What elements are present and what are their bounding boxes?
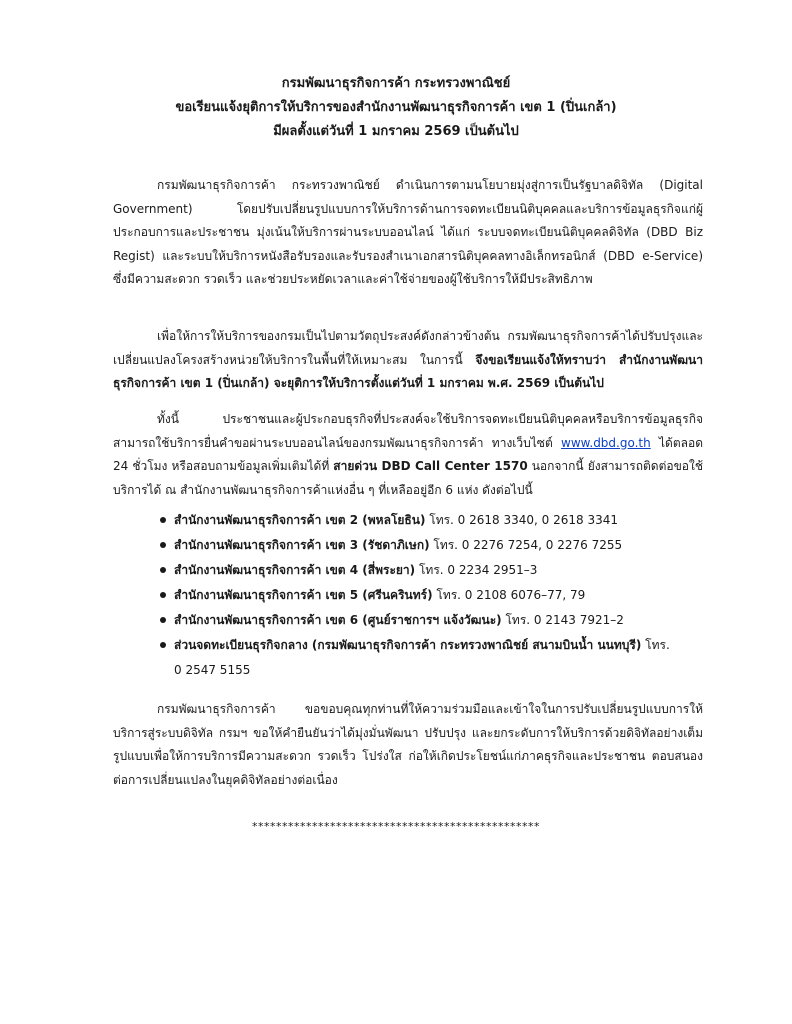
- header-subject: ขอเรียนแจ้งยุติการให้บริการของสำนักงานพัฒนาธุรกิจการค้า เขต 1 (ปิ่นเกล้า): [175, 100, 617, 115]
- announcement-header: [0, 72, 792, 144]
- header-department: กรมพัฒนาธุรกิจการค้า กระทรวงพาณิชย์: [281, 76, 511, 91]
- office-phone: โทร. 0 2143 7921–2: [501, 613, 624, 627]
- list-item: [160, 533, 680, 558]
- office-name: สำนักงานพัฒนาธุรกิจการค้า เขต 5 (ศรีนครินทร์): [174, 588, 433, 602]
- office-phone: โทร. 0 2618 3340, 0 2618 3341: [425, 513, 618, 527]
- list-item: [160, 508, 680, 533]
- office-name: สำนักงานพัฒนาธุรกิจการค้า เขต 3 (รัชดาภิเษก): [174, 538, 430, 552]
- paragraph-text: ทั้งนี้ ประชาชนและผู้ประกอบธุรกิจที่ประสงค์จะใช้บริการจดทะเบียนนิติบุคคลหรือบริการข้อมูลธุรกิจ สามารถใช้บริการยื่นคำขอผ่านระบบออนไลน์ของกรมพัฒนาธุรกิจการค้า ทางเว็บไซต์: [113, 412, 703, 450]
- closing-separator: ************************************************: [252, 820, 540, 833]
- paragraph-thanks: [113, 698, 703, 792]
- paragraph-text: ได้ตลอด 24 ชั่วโมง หรือสอบถามข้อมูลเพิ่มเติมได้ที่: [113, 435, 703, 473]
- office-name: สำนักงานพัฒนาธุรกิจการค้า เขต 2 (พหลโยธิน): [174, 513, 426, 527]
- list-item: [160, 558, 680, 583]
- paragraph-text: เพื่อให้การให้บริการของกรมเป็นไปตามวัตถุประสงค์ดังกล่าวข้างต้น กรมพัฒนาธุรกิจการค้าได้ปรับปรุงและเปลี่ยนแปลงโครงสร้างหน่วยให้บริการในพื้นที่ให้เหมาะสม ในการนี้: [113, 329, 703, 367]
- office-name: ส่วนจดทะเบียนธุรกิจกลาง (กรมพัฒนาธุรกิจการค้า กระทรวงพาณิชย์ สนามบินน้ำ นนทบุรี): [174, 638, 642, 652]
- bullet-icon: [160, 592, 166, 598]
- office-phone: โทร. 0 2547 5155: [174, 638, 670, 677]
- list-item: [160, 608, 680, 633]
- office-phone: โทร. 0 2108 6076–77, 79: [432, 588, 586, 602]
- list-item: [160, 633, 680, 683]
- call-center-hotline: สายด่วน DBD Call Center 1570: [333, 459, 528, 473]
- bullet-icon: [160, 617, 166, 623]
- list-item: [160, 583, 680, 608]
- office-phone: โทร. 0 2234 2951–3: [415, 563, 538, 577]
- office-name: สำนักงานพัฒนาธุรกิจการค้า เขต 6 (ศูนย์ราชการฯ แจ้งวัฒนะ): [174, 613, 502, 627]
- office-name: สำนักงานพัฒนาธุรกิจการค้า เขต 4 (สี่พระยา): [174, 563, 416, 577]
- paragraph-digital-government: [113, 174, 703, 292]
- paragraph-text: กรมพัฒนาธุรกิจการค้า ขอขอบคุณทุกท่านที่ให้ความร่วมมือและเข้าใจในการปรับเปลี่ยนรูปแบบการให้บริการสู่ระบบดิจิทัล กรมฯ ขอให้คำยืนยันว่าได้มุ่งมั่นพัฒนา ปรับปรุง และยกระดับการให้บริการด้วยดิจิทัลอย่างเต็มรูปแบบเพื่อให้การบริการมีความสะดวก รวดเร็ว โปร่งใส ก่อให้เกิดประโยชน์แก่ภาคธุรกิจและประชาชน ตอบสนองต่อการเปลี่ยนแปลงในยุคดิจิทัลอย่างต่อเนื่อง: [113, 702, 703, 787]
- dbd-website-link[interactable]: www.dbd.go.th: [561, 435, 651, 450]
- termination-notice: จึงขอเรียนแจ้งให้ทราบว่า สำนักงานพัฒนาธุรกิจการค้า เขต 1 (ปิ่นเกล้า) จะยุติการให้บริการตั้งแต่วันที่ 1 มกราคม พ.ศ. 2569 เป็นต้นไป: [113, 352, 703, 390]
- paragraph-online-services: [113, 408, 703, 502]
- office-phone: โทร. 0 2276 7254, 0 2276 7255: [429, 538, 623, 552]
- bullet-icon: [160, 542, 166, 548]
- paragraph-text: นอกจากนี้ ยังสามารถติดต่อขอใช้บริการได้ ณ สำนักงานพัฒนาธุรกิจการค้าแห่งอื่น ๆ ที่เหลืออยู่อีก 6 แห่ง ดังต่อไปนี้: [113, 459, 704, 497]
- office-list: [160, 508, 680, 683]
- paragraph-service-termination: [113, 325, 703, 396]
- header-effective-date: มีผลตั้งแต่วันที่ 1 มกราคม 2569 เป็นต้นไป: [273, 124, 519, 139]
- bullet-icon: [160, 517, 166, 523]
- paragraph-text: กรมพัฒนาธุรกิจการค้า กระทรวงพาณิชย์ ดำเนินการตามนโยบายมุ่งสู่การเป็นรัฐบาลดิจิทัล (Digital Government) โดยปรับเปลี่ยนรูปแบบการให้บริการด้านการจดทะเบียนนิติบุคคลและบริการข้อมูลธุรกิจแก่ผู้ประกอบการและประชาชน มุ่งเน้นให้บริการผ่านระบบออนไลน์ ได้แก่ ระบบจดทะเบียนนิติบุคคลดิจิทัล (DBD Biz Regist) และระบบให้บริการหนังสือรับรองและรับรองสำเนาเอกสารนิติบุคคลทางอิเล็กทรอนิกส์ (DBD e-Service) ซึ่งมีความสะดวก รวดเร็ว และช่วยประหยัดเวลาและค่าใช้จ่ายของผู้ใช้บริการให้มีประสิทธิภาพ: [113, 178, 703, 286]
- bullet-icon: [160, 642, 166, 648]
- bullet-icon: [160, 567, 166, 573]
